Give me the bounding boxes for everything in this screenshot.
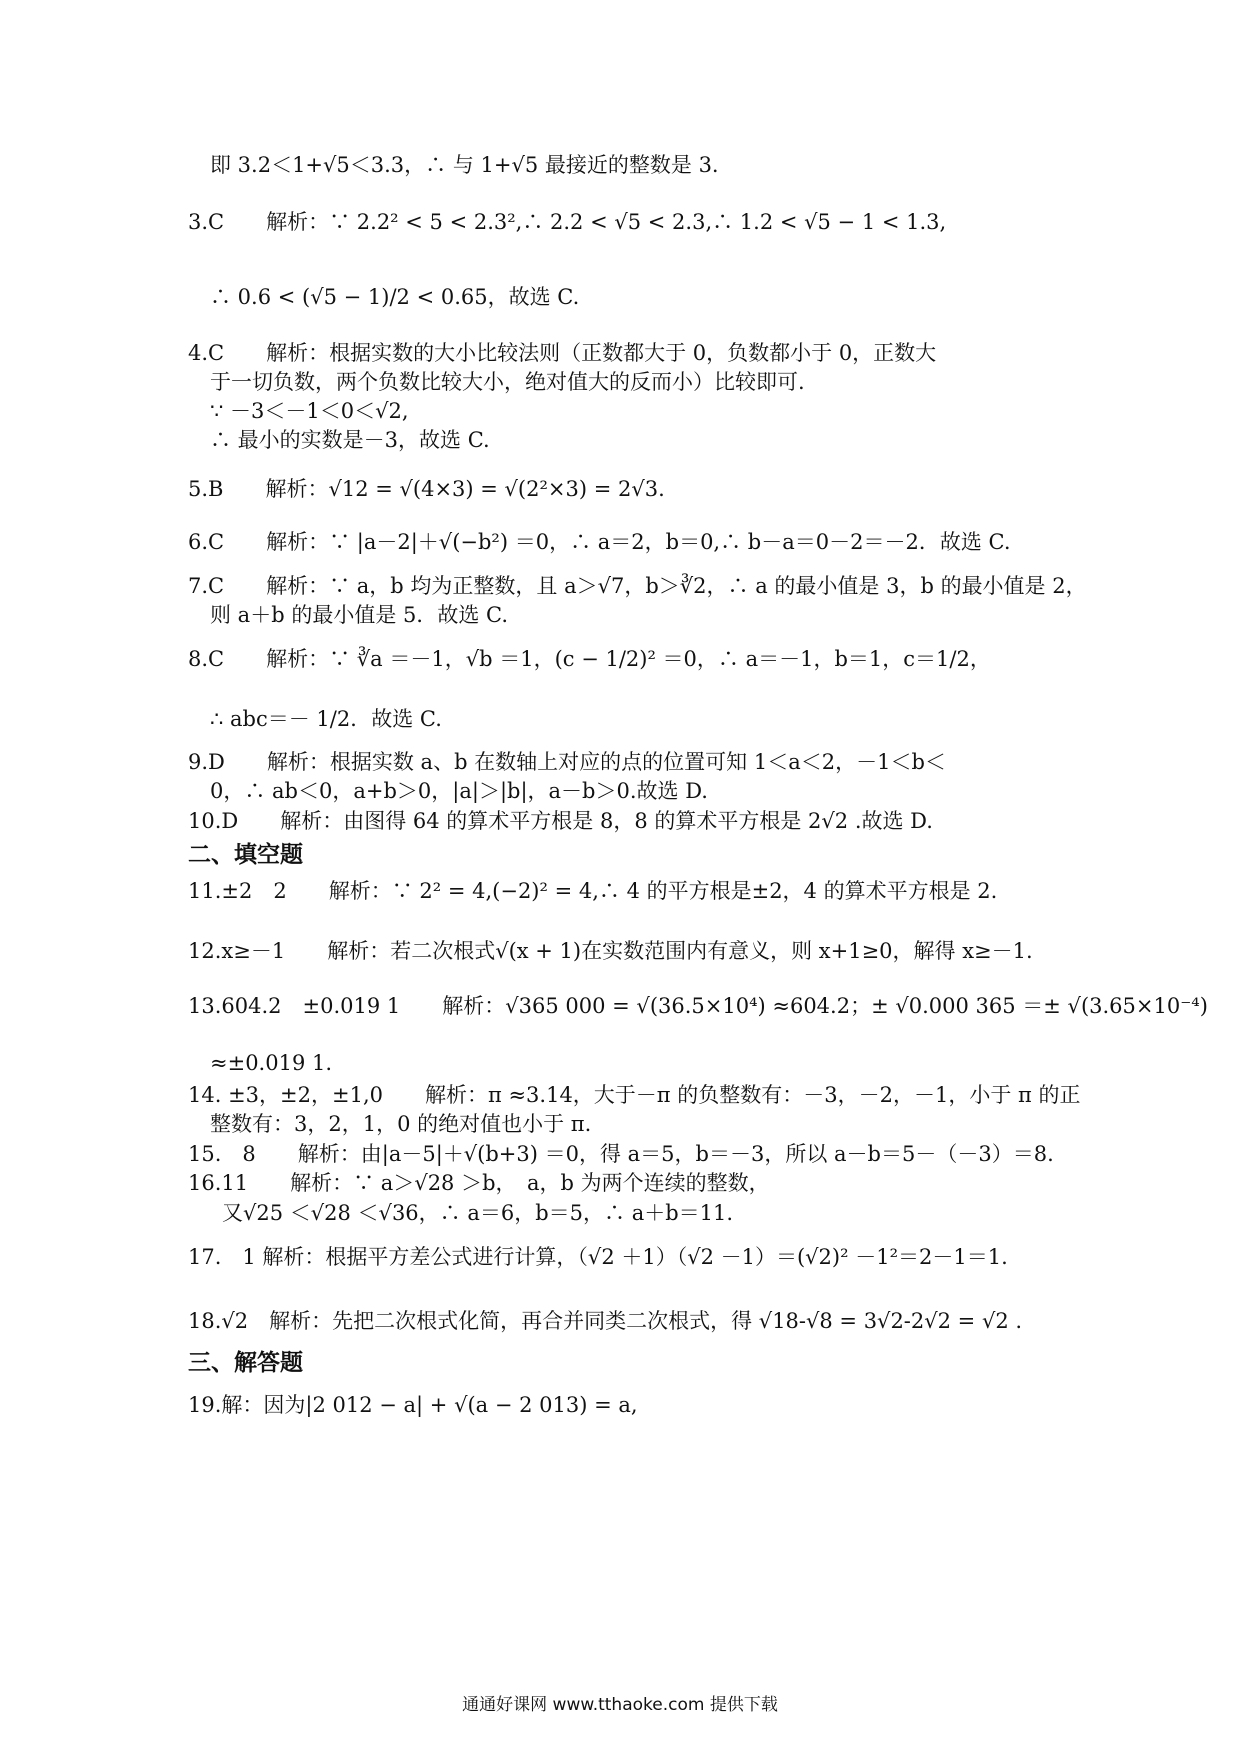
answer-10: 10.D 解析：由图得 64 的算术平方根是 8，8 的算术平方根是 2√2 .故选 D. [188, 809, 933, 833]
page-footer: 通通好课网 www.tthaoke.com 提供下载 [462, 1695, 778, 1715]
text-line: 则 a＋b 的最小值是 5．故选 C. [210, 603, 509, 627]
answer-5: 5.B 解析：√12 = √(4×3) = √(2²×3) = 2√3. [188, 477, 665, 501]
answer-6: 6.C 解析：∵ |a－2|＋√(−b²) ＝0，∴ a＝2，b＝0,∴ b－a＝0－2＝－2．故选 C. [188, 530, 1011, 554]
text-line: ∵ －3＜－1＜0＜√2, [210, 399, 409, 423]
text-line: 于一切负数，两个负数比较大小，绝对值大的反而小）比较即可. [210, 370, 805, 394]
text-line: 0，∴ ab＜0，a+b＞0，|a|＞|b|，a－b＞0.故选 D. [210, 779, 708, 803]
answer-19: 19.解：因为|2 012 − a| + √(a − 2 013) = a, [188, 1393, 638, 1417]
text-line: 整数有：3，2，1，0 的绝对值也小于 π. [210, 1112, 592, 1136]
answer-3: 3.C 解析：∵ 2.2² < 5 < 2.3²,∴ 2.2 < √5 < 2.3,∴ 1.2 < √5 − 1 < 1.3, [188, 210, 947, 234]
answer-15: 15. 8 解析：由|a－5|＋√(b+3) ＝0，得 a＝5，b＝－3，所以 a－b＝5－（－3）＝8. [188, 1142, 1054, 1166]
answer-7: 7.C 解析：∵ a，b 均为正整数，且 a＞√7，b＞∛2，∴ a 的最小值是 3，b 的最小值是 2， [188, 574, 1087, 598]
answer-12: 12.x≥－1 解析：若二次根式√(x + 1)在实数范围内有意义，则 x+1≥0，解得 x≥－1. [188, 939, 1033, 963]
answer-13: 13.604.2 ±0.019 1 解析：√365 000 = √(36.5×10⁴) ≈604.2；± √0.000 365 ＝± √(3.65×10⁻⁴) [188, 994, 1208, 1018]
text-line: 即 3.2＜1+√5＜3.3，∴ 与 1+√5 最接近的整数是 3. [210, 153, 719, 177]
answer-17: 17. 1 解析：根据平方差公式进行计算，（√2 ＋1）（√2 －1）＝(√2)² －1²＝2－1＝1. [188, 1245, 1008, 1269]
answer-4: 4.C 解析：根据实数的大小比较法则（正数都大于 0，负数都小于 0，正数大 [188, 341, 937, 365]
section-heading: 二、填空题 [188, 842, 303, 868]
answer-14: 14. ±3，±2，±1,0 解析：π ≈3.14，大于－π 的负整数有：－3，－2，－1，小于 π 的正 [188, 1083, 1081, 1107]
answer-9: 9.D 解析：根据实数 a、b 在数轴上对应的点的位置可知 1＜a＜2，－1＜b＜ [188, 750, 946, 774]
answer-8: 8.C 解析：∵ ∛a ＝－1，√b ＝1，(c − 1/2)² ＝0，∴ a＝－1，b＝1，c＝1/2， [188, 647, 991, 671]
section-heading: 三、解答题 [188, 1350, 303, 1376]
text-line: ∴ 0.6 < (√5 − 1)/2 < 0.65，故选 C. [210, 285, 580, 309]
answer-11: 11.±2 2 解析：∵ 2² = 4,(−2)² = 4,∴ 4 的平方根是±2，4 的算术平方根是 2. [188, 879, 998, 903]
answer-18: 18.√2 解析：先把二次根式化简，再合并同类二次根式，得 √18-√8 = 3√2-2√2 = √2 . [188, 1309, 1023, 1333]
text-line: ∴ abc＝－ 1/2．故选 C. [210, 707, 442, 731]
text-line: 又√25 ＜√28 ＜√36，∴ a＝6，b＝5，∴ a＋b＝11. [222, 1201, 734, 1225]
text-line: ≈±0.019 1. [210, 1051, 333, 1075]
text-line: ∴ 最小的实数是－3，故选 C. [210, 428, 490, 452]
answer-16: 16.11 解析：∵ a＞√28 ＞b， a，b 为两个连续的整数， [188, 1171, 770, 1195]
